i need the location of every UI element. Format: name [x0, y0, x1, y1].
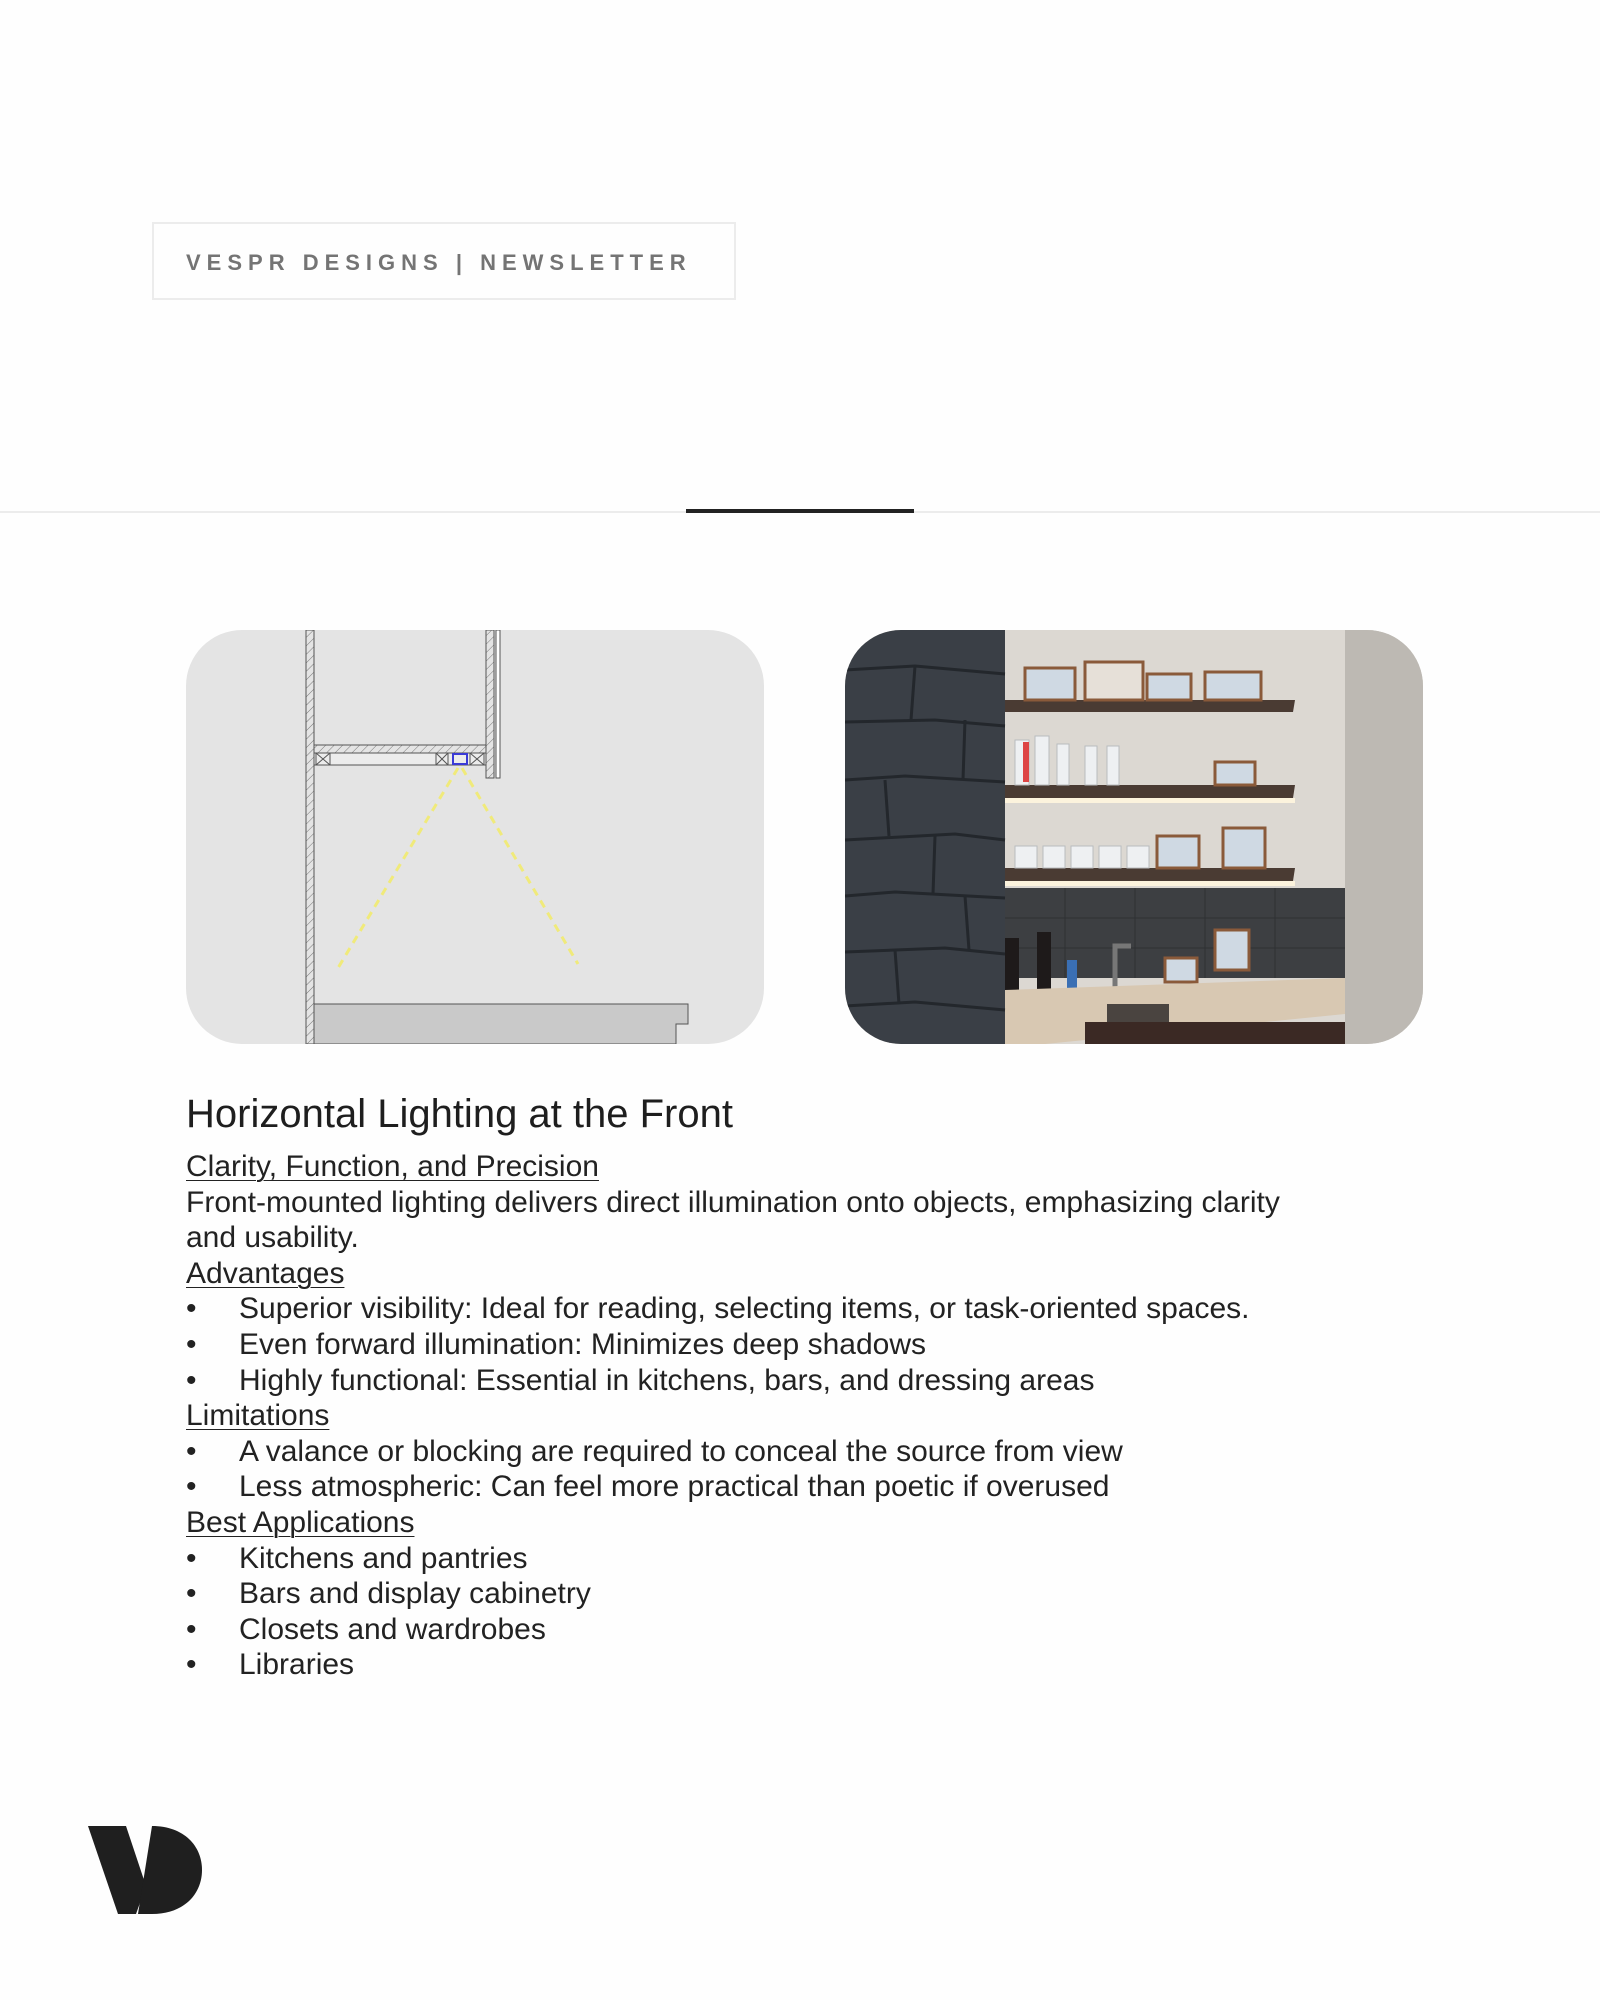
list-item — [186, 1647, 1336, 1683]
list-item — [186, 1327, 1336, 1363]
intro-paragraph: Front-mounted lighting delivers direct illumination onto objects, emphasizing clarity and usability. — [186, 1185, 1280, 1255]
section-subtitle: Clarity, Function, and Precision — [186, 1150, 599, 1183]
application-item: Libraries — [239, 1648, 355, 1682]
bullet-marker: • — [186, 1648, 197, 1682]
bullet-marker: • — [186, 1470, 197, 1504]
application-item: Bars and display cabinetry — [239, 1577, 591, 1611]
section-title: Horizontal Lighting at the Front — [186, 1092, 733, 1136]
applications-heading: Best Applications — [186, 1505, 415, 1539]
lighting-section-diagram — [186, 630, 764, 1044]
bullet-marker: • — [186, 1577, 197, 1611]
advantage-item: Superior visibility: Ideal for reading, selecting items, or task-oriented spaces. — [239, 1292, 1250, 1326]
advantage-item: Highly functional: Essential in kitchens, bars, and dressing areas — [239, 1363, 1095, 1397]
bar-shelving-photo — [845, 630, 1423, 1044]
list-item — [186, 1434, 1336, 1470]
advantages-heading: Advantages — [186, 1256, 345, 1290]
list-item — [186, 1469, 1336, 1505]
bullet-marker: • — [186, 1541, 197, 1575]
vespr-logo — [88, 1826, 202, 1919]
application-item: Closets and wardrobes — [239, 1612, 546, 1646]
bullet-marker: • — [186, 1292, 197, 1326]
bullet-marker: • — [186, 1363, 197, 1397]
list-item — [186, 1612, 1336, 1648]
bullet-marker: • — [186, 1612, 197, 1646]
advantage-item: Even forward illumination: Minimizes deep shadows — [239, 1327, 926, 1361]
list-item — [186, 1576, 1336, 1612]
bullet-marker: • — [186, 1434, 197, 1468]
limitation-item: A valance or blocking are required to conceal the source from view — [239, 1434, 1123, 1468]
application-item: Kitchens and pantries — [239, 1541, 528, 1575]
list-item — [186, 1363, 1336, 1399]
header-label: VESPR DESIGNS | NEWSLETTER — [186, 250, 692, 275]
list-item — [186, 1541, 1336, 1577]
newsletter-header — [152, 222, 736, 300]
limitation-item: Less atmospheric: Can feel more practical than poetic if overused — [239, 1470, 1110, 1504]
limitations-heading: Limitations — [186, 1399, 330, 1433]
article-content — [186, 1092, 1336, 1683]
bullet-marker: • — [186, 1327, 197, 1361]
divider-accent — [686, 509, 914, 513]
list-item — [186, 1291, 1336, 1327]
